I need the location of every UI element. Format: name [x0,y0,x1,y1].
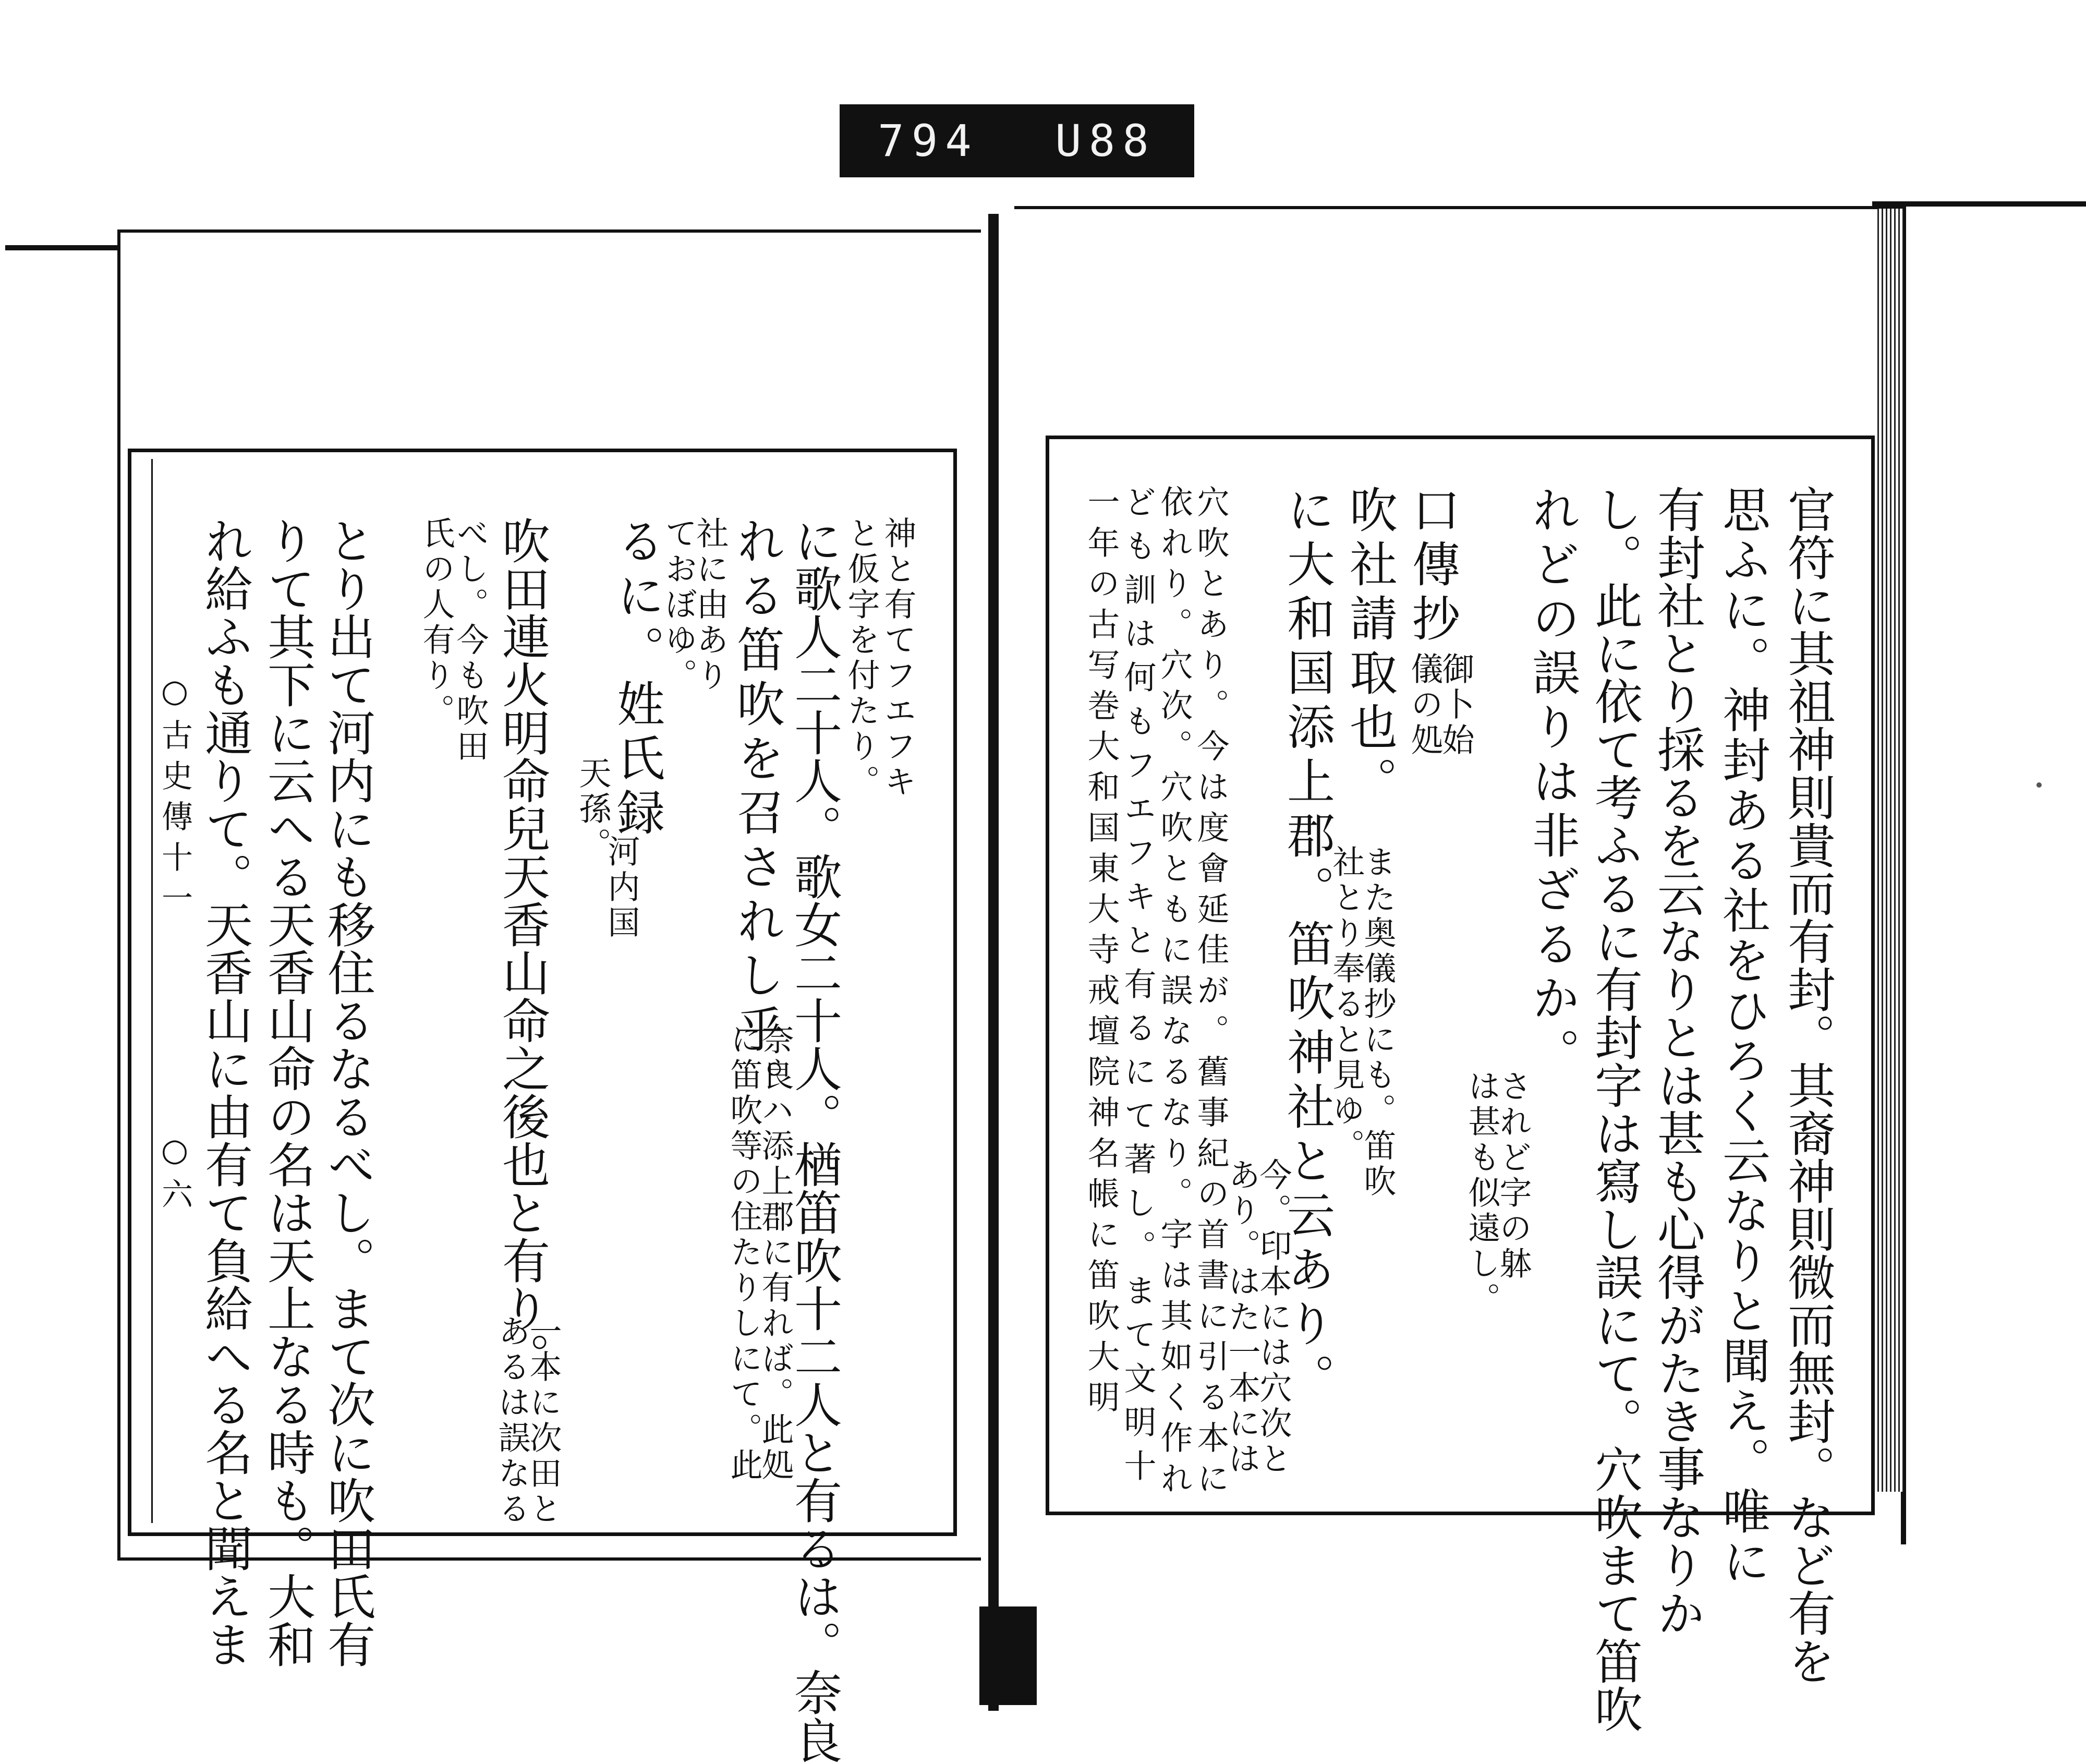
running-title: ○古史傳十一 [156,673,193,922]
scanner-rail-left [5,245,136,250]
text-column: 今。印本には穴次と [1254,1158,1292,1477]
text-column: 思ふに。神封ある社をひろく云なりと聞え。唯に [1715,485,1770,1587]
text-column: 氏の人有り。 [417,516,455,729]
text-column: れどの誤りは非ざるか。 [1524,485,1580,1082]
page-number: ○六 [156,1132,193,1218]
text-column: と仮字を付たり。 [842,516,880,800]
book-spine [988,214,999,1711]
text-column: あるは誤なる [493,1314,531,1527]
text-column: に歌人二十人。歌女二十人。楢笛吹十二人と有るは。奈良 [786,516,842,1764]
text-column: ておぼゆ。 [660,516,698,694]
text-column: し。此に依て考ふるに有封字は寫し誤にて。穴吹まて笛吹 [1587,485,1643,1733]
text-column: 社とり奉ると見ゆ。 [1327,845,1365,1164]
film-index-left: 794 [878,115,979,166]
text-column: 一本に次田と [524,1314,562,1527]
text-column: 吹田連火明命兒天香山命之後也と有り。 [494,516,550,1380]
scan-speck [2036,782,2042,788]
text-column: 社に由あり [691,516,729,694]
left-margin-rule [151,459,153,1523]
text-column: は甚も似遠し。 [1463,1069,1501,1318]
text-column: れ給ふも通りて。天香山に由有て負給へる名と聞えま [197,516,253,1668]
text-column: 官符に其祖神則貴而有封。其裔神則微而無封。など有を [1780,485,1836,1685]
text-column: ども訓は何もフエフキと有るにて著し。まて文明十 [1119,485,1157,1493]
text-column: 吹社請取也。 [1342,485,1398,811]
text-column: りて其下に云へる天香山命の名は天上なる時も。大和 [260,516,316,1668]
film-index-right: U88 [1055,115,1156,166]
text-column: あり。はた一本には [1223,1158,1261,1477]
text-column: 有封社とり採るを云なりとは甚も心得がたき事なりか [1650,485,1705,1637]
text-column: 天孫。 [574,756,612,863]
film-index-label [840,104,1194,177]
text-column: されど字の躰 [1494,1069,1532,1282]
text-column: 口傳抄 [1404,485,1460,648]
text-column: るに。姓氏録 [609,516,665,842]
text-column: 御卜始 [1437,652,1475,758]
page-edges [1877,209,1903,1492]
text-column: 神と有てフエフキ [879,516,917,800]
text-column: べし。今も吹田 [451,516,489,765]
text-column: 依れり。穴次。穴吹ともに誤なるなり。字は其如く作れ [1155,485,1193,1502]
spine-clip [979,1606,1037,1705]
text-column: 奈良ハ添上郡に有れば。此処 [756,1022,794,1483]
text-column: に大和国添上郡。笛吹神社と云あり。 [1279,485,1335,1407]
text-column: 儀の処 [1405,652,1444,758]
text-column: 一年の古写巻大和国東大寺戒壇院神名帳に笛吹大明 [1082,485,1120,1421]
text-column: れる笛吹を召されし乎。 [729,516,785,1113]
text-column: とり出て河内にも移住るなるべし。まて次に吹田氏有 [320,516,375,1668]
text-column: また奥儀抄にも。笛吹 [1359,845,1397,1200]
text-column: 河内国 [602,835,640,941]
text-column: 穴吹とあり。今は度會延佳が。舊事紀の首書に引る本に [1192,485,1230,1502]
text-column: に笛吹等の住たりしにて。此 [725,1022,763,1483]
